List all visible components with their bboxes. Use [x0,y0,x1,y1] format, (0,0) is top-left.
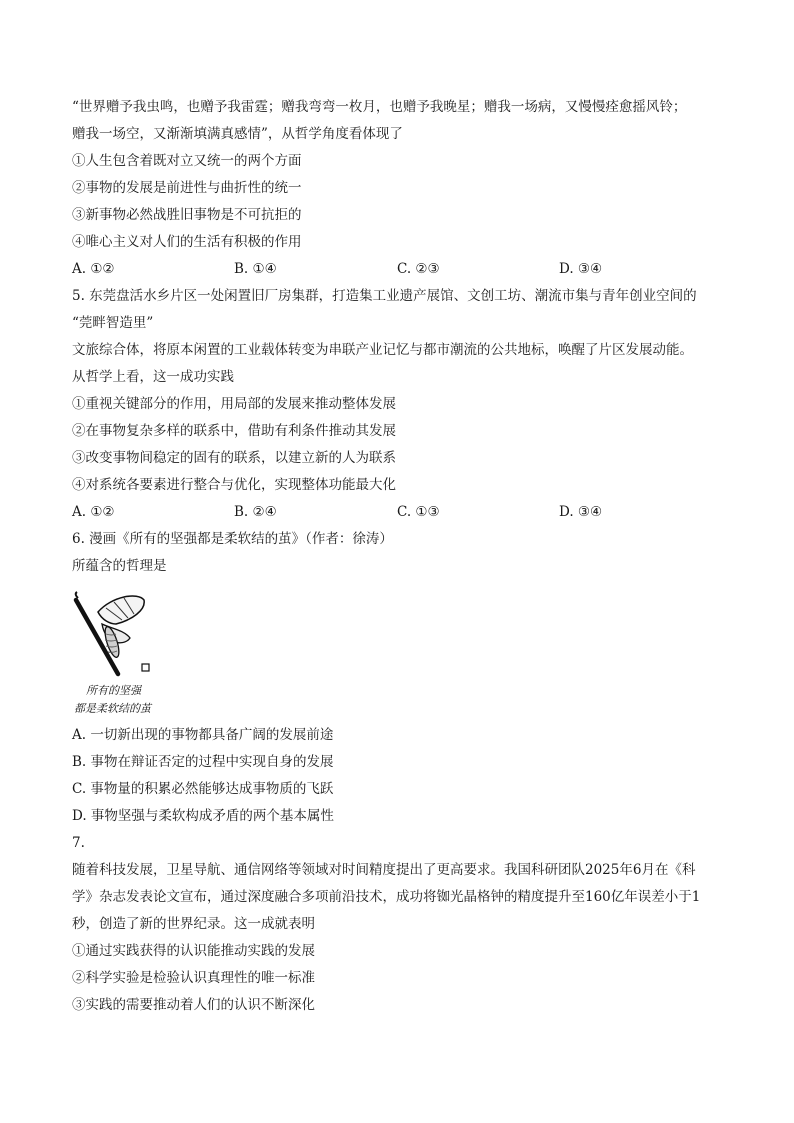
q4-statement-3: ③新事物必然战胜旧事物是不可抗拒的 [72,207,302,223]
q4-option-a[interactable]: A. ①② [72,261,115,277]
q6-option-c[interactable]: C. 事物量的积累必然能够达成事物质的飞跃 [72,781,334,797]
q7-statement-1: ①通过实践获得的认识能推动实践的发展 [72,943,315,959]
q6-option-b[interactable]: B. 事物在辩证否定的过程中实现自身的发展 [72,754,334,770]
q5-option-a[interactable]: A. ①② [72,504,115,520]
q5-statement-4: ④对系统各要素进行整合与优化，实现整体功能最大化 [72,477,396,493]
cartoon-caption-line-1: 所有的坚强 [86,684,141,697]
q7-statement-2: ②科学实验是检验认识真理性的唯一标准 [72,970,315,986]
q4-option-d[interactable]: D. ③④ [559,261,603,277]
q5-option-b[interactable]: B. ②④ [234,504,277,520]
q5-stem-line-4: 从哲学上看，这一成功实践 [72,369,234,385]
q7-stem-line-2: 学》杂志发表论文宣布，通过深度融合多项前沿技术，成功将铷光晶格钟的精度提升至160亿年误差小于1 [72,889,701,905]
cartoon-image [72,590,162,718]
q5-statement-1: ①重视关键部分的作用，用局部的发展来推动整体发展 [72,396,396,412]
q6-option-a[interactable]: A. 一切新出现的事物都具备广阔的发展前途 [72,727,334,743]
q5-stem-line-1: 5. 东莞盘活水乡片区一处闲置旧厂房集群，打造集工业遗产展馆、文创工坊、潮流市集与青年创业空间的 [72,288,697,304]
q5-statement-2: ②在事物复杂多样的联系中，借助有利条件推动其发展 [72,423,396,439]
q4-stem-line-1: “世界赠予我虫鸣，也赠予我雷霆；赠我弯弯一枚月，也赠予我晚星；赠我一场病，又慢慢痊愈摇风铃； [72,99,687,115]
q4-statement-4: ④唯心主义对人们的生活有积极的作用 [72,234,302,250]
q5-stem-line-3: 文旅综合体，将原本闲置的工业载体转变为串联产业记忆与都市潮流的公共地标，唤醒了片区发展动能。 [72,342,693,358]
cartoon-caption-line-2: 都是柔软结的茧 [74,702,151,715]
q6-stem-line-1: 6. 漫画《所有的坚强都是柔软结的茧》（作者：徐涛） [72,531,393,547]
q7-stem-line-3: 秒，创造了新的世界纪录。这一成就表明 [72,916,315,932]
q4-statement-2: ②事物的发展是前进性与曲折性的统一 [72,180,302,196]
q5-option-c[interactable]: C. ①③ [397,504,440,520]
q5-option-d[interactable]: D. ③④ [559,504,603,520]
q7-stem-line-1: 随着科技发展，卫星导航、通信网络等领域对时间精度提出了更高要求。我国科研团队2025年6月在《科 [72,862,696,878]
q5-statement-3: ③改变事物间稳定的固有的联系，以建立新的人为联系 [72,450,396,466]
q4-option-b[interactable]: B. ①④ [234,261,277,277]
q4-statement-1: ①人生包含着既对立又统一的两个方面 [72,153,302,169]
q6-option-d[interactable]: D. 事物坚强与柔软构成矛盾的两个基本属性 [72,808,334,824]
butterfly-cocoon-illustration [72,590,162,718]
q6-stem-line-2: 所蕴含的哲理是 [72,558,167,574]
q7-number: 7. [72,835,85,851]
q4-stem-line-2: 赠我一场空，又渐渐填满真感情”，从哲学角度看体现了 [72,126,403,142]
q4-option-c[interactable]: C. ②③ [397,261,440,277]
q7-statement-3: ③实践的需要推动着人们的认识不断深化 [72,997,315,1013]
q5-stem-line-2: “莞畔智造里” [72,315,154,331]
